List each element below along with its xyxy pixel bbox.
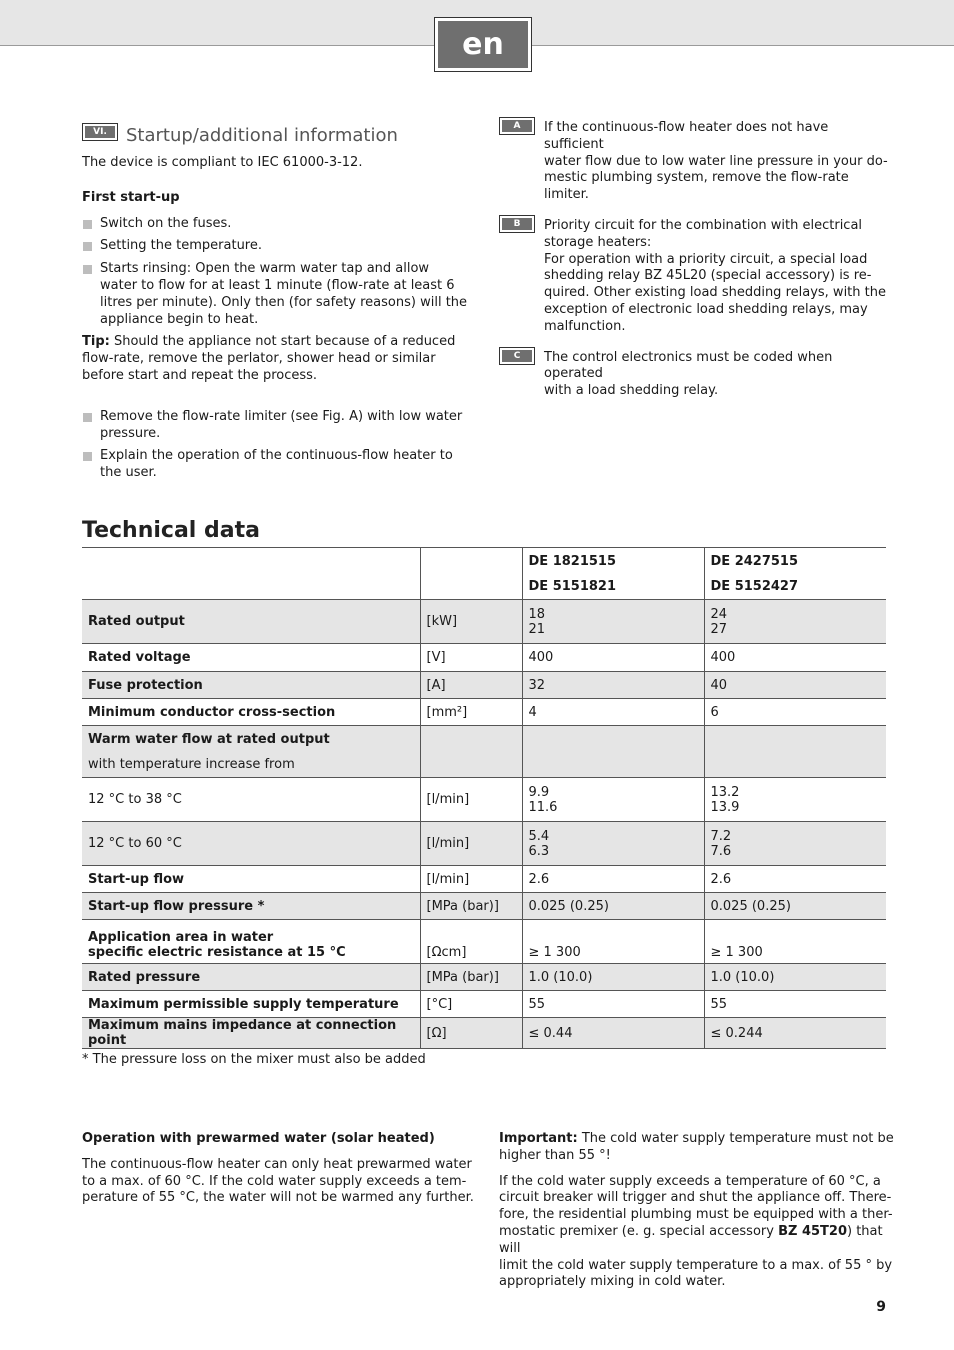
text-line: appropriately mixing in cold water.: [499, 1274, 726, 1290]
value-model-1: 5.4 6.3: [522, 822, 704, 866]
note-item: [499, 120, 889, 204]
text-line: to a max. of 60 °C. If the cold water supply exceeds a tem-: [82, 1173, 467, 1189]
value-model-2: ≤ 0.244: [704, 1018, 886, 1049]
text-line: fore, the residential plumbing must be equipped with a ther-: [499, 1207, 893, 1223]
solar-right-column: [499, 1131, 899, 1291]
technical-data-title: Technical data: [82, 518, 260, 543]
param-unit: [l/min]: [420, 822, 522, 866]
text-line: mestic plumbing system, remove the flow-rate: [544, 170, 849, 186]
param-unit: [l/min]: [420, 778, 522, 822]
param-unit: [l/min]: [420, 866, 522, 893]
table-row: [82, 644, 886, 672]
param-label: Maximum mains impedance at connection point: [82, 1018, 420, 1049]
text-line: For operation with a priority circuit, a special load: [544, 251, 868, 267]
section-badge: VI.: [82, 123, 118, 141]
param-label: Minimum conductor cross-section: [82, 699, 420, 726]
solar-heading: Operation with prewarmed water (solar heated): [82, 1131, 435, 1146]
value-model-2: 0.025 (0.25): [704, 893, 886, 920]
value-model-2: 55: [704, 991, 886, 1018]
table-row: [82, 1018, 886, 1049]
bullet-item: Explain the operation of the continuous-flow heater to the user.: [82, 448, 470, 482]
technical-data-table: [82, 547, 886, 1049]
text-line: storage heaters:: [544, 234, 652, 250]
param-label: Rated voltage: [82, 644, 420, 672]
param-label: Rated output: [82, 600, 420, 644]
table-row: [82, 699, 886, 726]
model-header-2: DE 2427515 DE 5152427: [704, 548, 886, 600]
value-model-1: [522, 726, 704, 778]
value-model-2: ≥ 1 300: [704, 920, 886, 964]
value-model-1: 32: [522, 672, 704, 699]
figure-badge: A: [499, 117, 535, 135]
table-header-row: [82, 548, 886, 600]
bullet-item: Switch on the fuses.: [82, 216, 470, 233]
table-row: [82, 964, 886, 991]
param-label: Start-up flow: [82, 866, 420, 893]
param-label: Maximum permissible supply temperature: [82, 991, 420, 1018]
bullet-item: Remove the flow-rate limiter (see Fig. A) with low water pressure.: [82, 409, 470, 443]
compliance-text: The device is compliant to IEC 61000-3-12.: [82, 155, 363, 170]
param-unit: [Ωcm]: [420, 920, 522, 964]
text-line: perature of 55 °C, the water will not be warmed any further.: [82, 1190, 474, 1206]
solar-paragraph: If the cold water supply exceeds a temperature of 60 °C, a circuit breaker will trigger and shut the appliance off. There- fore, the residential plumbing must be equipped with a ther- mostatic premixer (e. g. special accessory BZ 45T20) that will limit the cold water supply temperature to a max. of 55 ° by appropriately mixing in cold water.: [499, 1174, 899, 1292]
table-row: [82, 866, 886, 893]
param-label: 12 °C to 38 °C: [82, 778, 420, 822]
note-item: [499, 218, 889, 336]
param-label: Application area in water specific electric resistance at 15 °C: [82, 920, 420, 964]
language-badge: [434, 17, 532, 72]
value-model-1: ≥ 1 300: [522, 920, 704, 964]
value-model-2: 6: [704, 699, 886, 726]
table-footnote: * The pressure loss on the mixer must also be added: [82, 1052, 426, 1067]
bullet-item: Starts rinsing: Open the warm water tap and allow water to flow for at least 1 minute (flow-rate at least 6 litres per minute). Only then (for safety reasons) will the appliance begin to heat.: [82, 261, 470, 328]
param-unit: [V]: [420, 644, 522, 672]
param-unit: [420, 726, 522, 778]
param-label: Start-up flow pressure *: [82, 893, 420, 920]
param-label: Fuse protection: [82, 672, 420, 699]
value-model-1: 9.9 11.6: [522, 778, 704, 822]
note-item: [499, 350, 889, 400]
figure-badge: B: [499, 215, 535, 233]
param-unit: [A]: [420, 672, 522, 699]
important-note: Important: The cold water supply temperature must not be higher than 55 °!: [499, 1131, 894, 1163]
bullet-item: Setting the temperature.: [82, 238, 470, 255]
startup-steps-list-2: [82, 409, 470, 482]
text-line: limit the cold water supply temperature to a max. of 55 ° by: [499, 1257, 893, 1273]
table-row: [82, 600, 886, 644]
text-line: The control electronics must be coded when operated: [544, 349, 833, 382]
value-model-1: 2.6: [522, 866, 704, 893]
first-startup-heading: First start-up: [82, 189, 180, 205]
startup-steps-list: [82, 216, 470, 329]
param-label: Rated pressure: [82, 964, 420, 991]
table-row: [82, 991, 886, 1018]
solar-left-column: [82, 1131, 477, 1207]
tip-paragraph: Tip: Should the appliance not start because of a reduced flow-rate, remove the perlator, shower head or similar before start and repeat the process.: [82, 334, 456, 383]
value-model-2: 24 27: [704, 600, 886, 644]
value-model-2: 7.2 7.6: [704, 822, 886, 866]
solar-text: [82, 1157, 477, 1207]
table-row: [82, 672, 886, 699]
text-line: Priority circuit for the combination with electrical: [544, 217, 863, 233]
value-model-2: [704, 726, 886, 778]
text-line: limiter.: [544, 187, 589, 203]
param-unit: [MPa (bar)]: [420, 893, 522, 920]
value-model-2: 400: [704, 644, 886, 672]
figure-badge: C: [499, 347, 535, 365]
value-model-1: 1.0 (10.0): [522, 964, 704, 991]
text-line: circuit breaker will trigger and shut the appliance off. There-: [499, 1190, 892, 1206]
value-model-2: 2.6: [704, 866, 886, 893]
param-unit: [Ω]: [420, 1018, 522, 1049]
text-line: The continuous-flow heater can only heat prewarmed water: [82, 1156, 472, 1172]
value-model-1: 4: [522, 699, 704, 726]
table-row: [82, 893, 886, 920]
param-unit: [kW]: [420, 600, 522, 644]
text-line: quired. Other existing load shedding relays, with the: [544, 285, 886, 301]
value-model-2: 13.2 13.9: [704, 778, 886, 822]
param-label: 12 °C to 60 °C: [82, 822, 420, 866]
text-line: with a load shedding relay.: [544, 383, 719, 399]
text-line: malfunction.: [544, 318, 626, 334]
value-model-2: 1.0 (10.0): [704, 964, 886, 991]
param-unit: [°C]: [420, 991, 522, 1018]
value-model-1: 18 21: [522, 600, 704, 644]
value-model-2: 40: [704, 672, 886, 699]
value-model-1: 55: [522, 991, 704, 1018]
param-label: Warm water flow at rated output with temperature increase from: [82, 726, 420, 778]
table-row: [82, 778, 886, 822]
value-model-1: ≤ 0.44: [522, 1018, 704, 1049]
text-line: shedding relay BZ 45L20 (special accessory) is re-: [544, 268, 872, 284]
table-row: [82, 822, 886, 866]
text-line: exception of electronic load shedding relays, may: [544, 301, 868, 317]
param-unit: [mm²]: [420, 699, 522, 726]
startup-column: [82, 155, 470, 488]
language-code: en: [438, 21, 528, 68]
table-row: [82, 920, 886, 964]
value-model-1: 400: [522, 644, 704, 672]
text-line: If the continuous-flow heater does not have sufficient: [544, 120, 829, 152]
table-row: [82, 726, 886, 778]
notes-column: [499, 120, 889, 414]
value-model-1: 0.025 (0.25): [522, 893, 704, 920]
param-unit: [MPa (bar)]: [420, 964, 522, 991]
model-header-1: DE 1821515 DE 5151821: [522, 548, 704, 600]
page-number: 9: [876, 1299, 886, 1315]
text-line: If the cold water supply exceeds a temperature of 60 °C, a: [499, 1173, 881, 1189]
section-title: Startup/additional information: [126, 125, 398, 146]
text-line: water flow due to low water line pressure in your do-: [544, 153, 888, 169]
